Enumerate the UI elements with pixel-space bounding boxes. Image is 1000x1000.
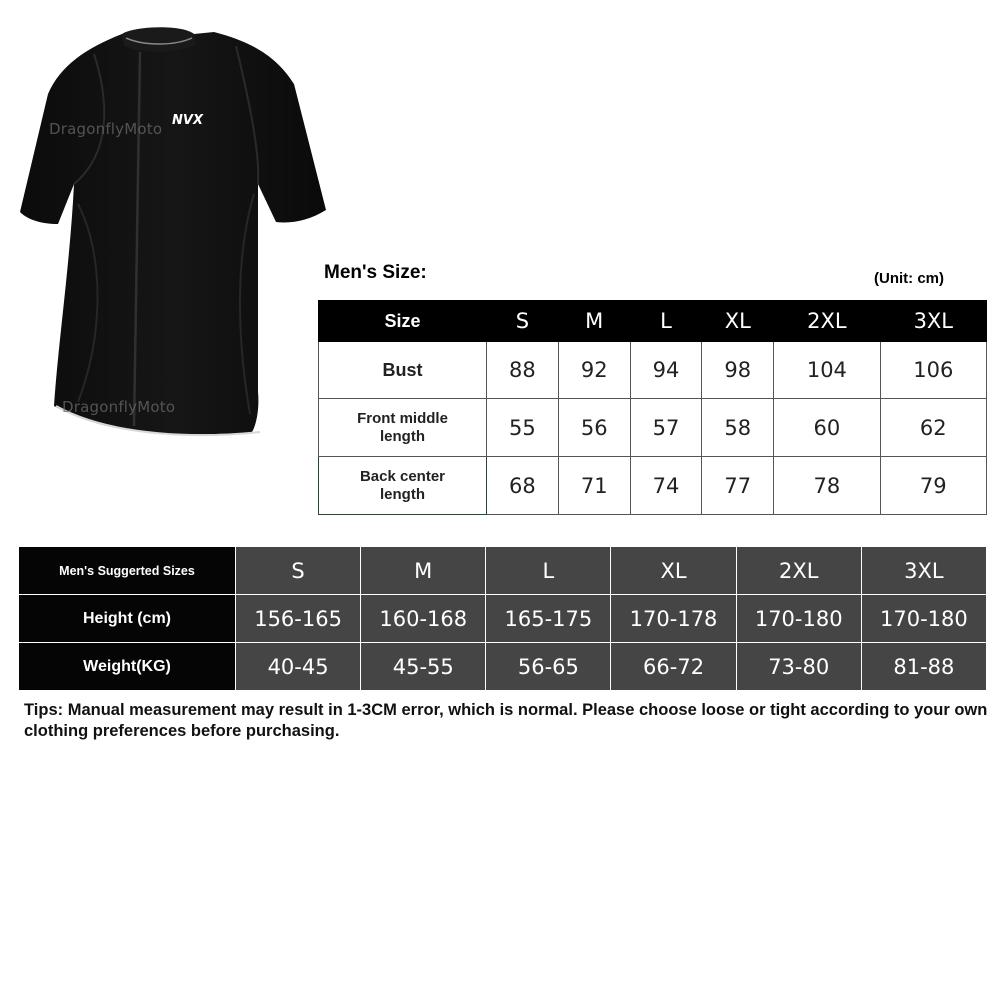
table-header-row: [319, 301, 987, 342]
row-label-line: length: [380, 427, 425, 445]
table-cell: 60: [774, 399, 880, 457]
header-cell: Men's Suggerted Sizes: [19, 547, 236, 595]
mens-size-table: [318, 300, 987, 515]
row-label-line: Back center: [359, 467, 446, 485]
row-label: [319, 457, 487, 515]
unit-label: (Unit: cm): [874, 270, 944, 287]
table-cell: 170-180: [736, 595, 861, 643]
header-cell: L: [630, 301, 702, 342]
table-cell: 62: [880, 399, 986, 457]
header-cell: M: [361, 547, 486, 595]
table-cell: 88: [487, 342, 559, 399]
header-cell: M: [558, 301, 630, 342]
table-cell: 56-65: [486, 643, 611, 691]
table-cell: 74: [630, 457, 702, 515]
table-cell: 79: [880, 457, 986, 515]
header-cell: XL: [702, 301, 774, 342]
table-cell: 94: [630, 342, 702, 399]
table-cell: 45-55: [361, 643, 486, 691]
row-label-line: length: [380, 485, 425, 503]
row-label: Weight(KG): [19, 643, 236, 691]
table-cell: 73-80: [736, 643, 861, 691]
table-cell: 68: [487, 457, 559, 515]
header-cell: L: [486, 547, 611, 595]
table-cell: 92: [558, 342, 630, 399]
table-cell: 56: [558, 399, 630, 457]
header-cell: 2XL: [736, 547, 861, 595]
table-cell: 58: [702, 399, 774, 457]
table-cell: 98: [702, 342, 774, 399]
row-label-line: Front middle: [357, 409, 448, 427]
table-cell: 81-88: [861, 643, 986, 691]
table-cell: 55: [487, 399, 559, 457]
row-label: Bust: [319, 342, 487, 399]
table-cell: 170-178: [611, 595, 736, 643]
header-cell: 3XL: [861, 547, 986, 595]
header-cell: 2XL: [774, 301, 880, 342]
table-row: [319, 342, 987, 399]
header-cell: S: [487, 301, 559, 342]
mens-size-title: Men's Size:: [324, 262, 427, 283]
table-row: [19, 643, 987, 691]
brand-logo: NVX: [172, 113, 203, 128]
table-cell: 165-175: [486, 595, 611, 643]
table-cell: 160-168: [361, 595, 486, 643]
watermark-text: DragonflyMoto: [62, 398, 176, 416]
header-cell: 3XL: [880, 301, 986, 342]
tips-text: Tips: Manual measurement may result in 1-3CM error, which is normal. Please choose loose or tight according to your own clothing preferences before purchasing.: [24, 701, 988, 740]
watermark-text: DragonflyMoto: [49, 120, 163, 138]
header-cell: XL: [611, 547, 736, 595]
suggested-size-table: [18, 546, 987, 691]
jersey-image: [14, 14, 334, 454]
table-cell: 170-180: [861, 595, 986, 643]
header-cell: S: [236, 547, 361, 595]
table-row: [319, 399, 987, 457]
row-label: Height (cm): [19, 595, 236, 643]
table-cell: 40-45: [236, 643, 361, 691]
table-cell: 66-72: [611, 643, 736, 691]
table-cell: 77: [702, 457, 774, 515]
table-cell: 71: [558, 457, 630, 515]
table-cell: 78: [774, 457, 880, 515]
row-label: [319, 399, 487, 457]
table-cell: 57: [630, 399, 702, 457]
table-cell: 104: [774, 342, 880, 399]
table-row: [19, 595, 987, 643]
table-cell: 106: [880, 342, 986, 399]
table-header-row: [19, 547, 987, 595]
table-row: [319, 457, 987, 515]
header-cell: Size: [319, 301, 487, 342]
table-cell: 156-165: [236, 595, 361, 643]
